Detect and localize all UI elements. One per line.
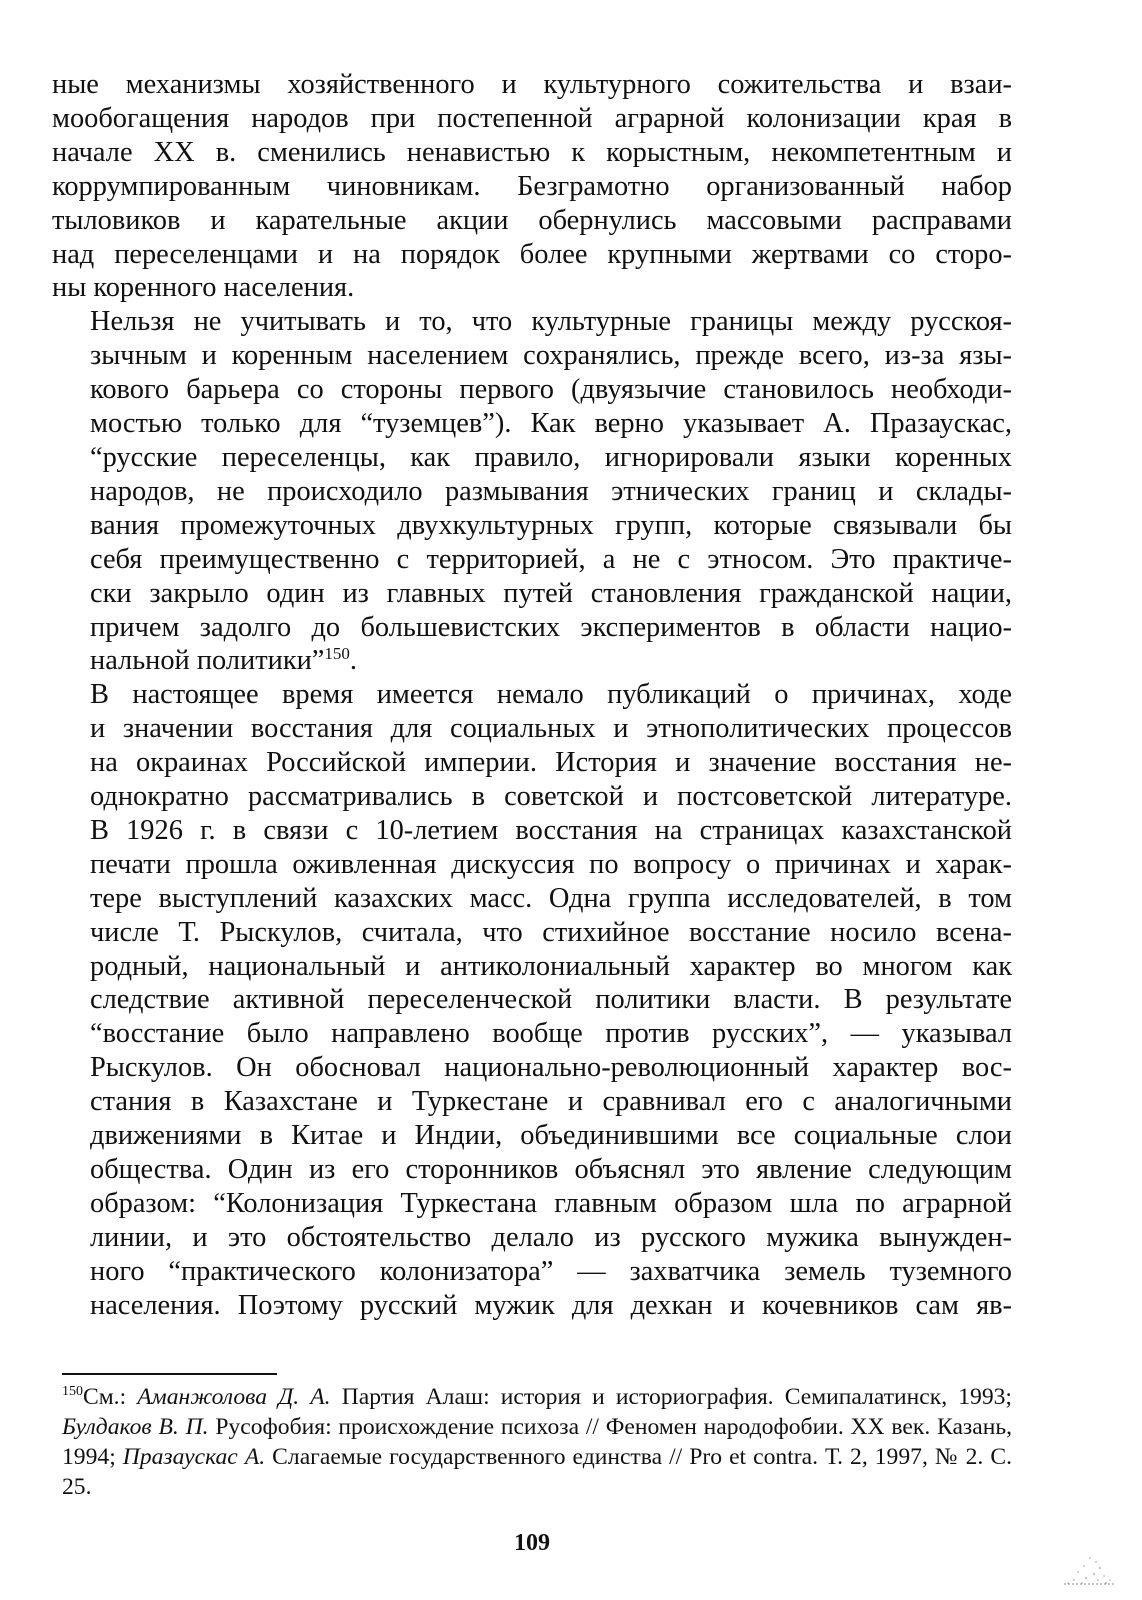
paragraph: [52, 305, 1012, 678]
text-line: коррумпированным чиновникам. Безграмотно организованный набор: [52, 170, 1012, 202]
text-line: начале XX в. сменились ненавистью к корыстным, некомпетентным и: [52, 136, 1012, 168]
book-page: [52, 68, 1012, 1556]
text-line: Нельзя не учитывать и то, что культурные границы между русскоя-: [90, 306, 1012, 338]
footnote-separator: [62, 1373, 277, 1375]
text-line: стания в Казахстане и Туркестане и сравнивал его с аналогичными: [90, 1086, 1012, 1118]
text-line: числе Т. Рыскулов, считала, что стихийное восстание носило всена-: [90, 916, 1012, 948]
text-line: мообогащения народов при постепенной аграрной колонизации края в: [52, 102, 1012, 134]
footnote-author: Булдаков В. П.: [62, 1414, 209, 1440]
text-line: родный, национальный и антиколониальный характер во многом как: [90, 950, 1012, 982]
text-line: зычным и коренным населением сохранялись, прежде всего, из-за язы-: [90, 340, 1012, 372]
text-line: образом: “Колонизация Туркестана главным образом шла по аграрной: [90, 1187, 1012, 1219]
text-line: Рыскулов. Он обосновал национально-революционный характер вос-: [90, 1052, 1012, 1084]
text-line: следствие активной переселенческой политики власти. В результате: [90, 984, 1012, 1016]
text-line: себя преимущественно с территорией, а не с этносом. Это практиче-: [90, 543, 1012, 575]
text-line: населения. Поэтому русский мужик для дехкан и кочевников сам яв-: [90, 1289, 1012, 1321]
punctuation: .: [349, 645, 358, 677]
footnote-author: Празаускас А.: [122, 1444, 266, 1470]
text-line: общества. Один из его сторонников объяснял это явление следующим: [90, 1154, 1012, 1185]
page-number: 109: [514, 1530, 550, 1556]
footnote-mark: 150: [62, 1384, 83, 1399]
text-line: ные механизмы хозяйственного и культурного сожительства и взаи-: [52, 69, 1012, 100]
text-line: вания промежуточных двухкультурных групп, которые связывали бы: [90, 509, 1012, 541]
text-line: над переселенцами и на порядок более крупными жертвами со сторо-: [52, 238, 1012, 270]
footnote-text: Партия Алаш: история и историография. Семипалатинск, 1993;: [330, 1384, 1012, 1410]
text-line: тере выступлений казахских масс. Одна группа исследователей, в том: [90, 882, 1012, 914]
scan-artifact-icon: [1060, 1550, 1120, 1586]
footnote-author: Аманжолова Д. А.: [137, 1384, 331, 1410]
body-text: [52, 68, 1012, 1323]
text-line: однократно рассматривались в советской и постсоветской литературе.: [90, 781, 1012, 813]
text-line: В 1926 г. в связи с 10-летием восстания на страницах казахстанской: [90, 814, 1012, 846]
footnote-text: Слагаемые государственного единства // Pro et contra. Т. 2, 1997, № 2. С. 25.: [62, 1444, 1012, 1500]
paragraph: [52, 68, 1012, 305]
footnote-150: [62, 1382, 1012, 1502]
text-line: печати прошла оживленная дискуссия по вопросу о причинах и харак-: [90, 848, 1012, 880]
text-line: народов, не происходило размывания этнических границ и склады-: [90, 475, 1012, 507]
text-line: “русские переселенцы, как правило, игнорировали языки коренных: [90, 441, 1012, 473]
text-line: и значении восстания для социальных и этнополитических процессов: [90, 713, 1012, 745]
text-line: на окраинах Российской империи. История и значение восстания не-: [90, 747, 1012, 779]
footnote-text: См.:: [83, 1384, 138, 1410]
text-line: ны коренного населения.: [52, 272, 355, 304]
text-line: “восстание было направлено вообще против русских”, — указывал: [90, 1018, 1012, 1050]
text-line: причем задолго до большевистских экспериментов в области нацио-: [90, 611, 1012, 643]
footnote-text: Русофобия: происхождение психоза // Феномен народофобии. XX век. Казань, 1994;: [62, 1414, 1012, 1470]
text-line: тыловиков и карательные акции обернулись массовыми расправами: [52, 204, 1012, 236]
footnote-reference[interactable]: 150: [324, 644, 350, 664]
text-line: ски закрыло один из главных путей становления гражданской нации,: [90, 577, 1012, 609]
text-line: кового барьера со стороны первого (двуязычие становилось необходи-: [90, 374, 1012, 406]
text-line: нальной политики”$^{150}$.: [90, 644, 358, 677]
text-line: В настоящее время имеется немало публикаций о причинах, ходе: [90, 679, 1012, 711]
text-line: мостью только для “туземцев”). Как верно указывает А. Празаускас,: [90, 408, 1012, 440]
text-line: движениями в Китае и Индии, объединившими все социальные слои: [90, 1120, 1012, 1152]
text-line: линии, и это обстоятельство делало из русского мужика вынужден-: [90, 1221, 1012, 1253]
paragraph: [52, 678, 1012, 1322]
text-line: ного “практического колонизатора” — захватчика земель туземного: [90, 1255, 1012, 1287]
